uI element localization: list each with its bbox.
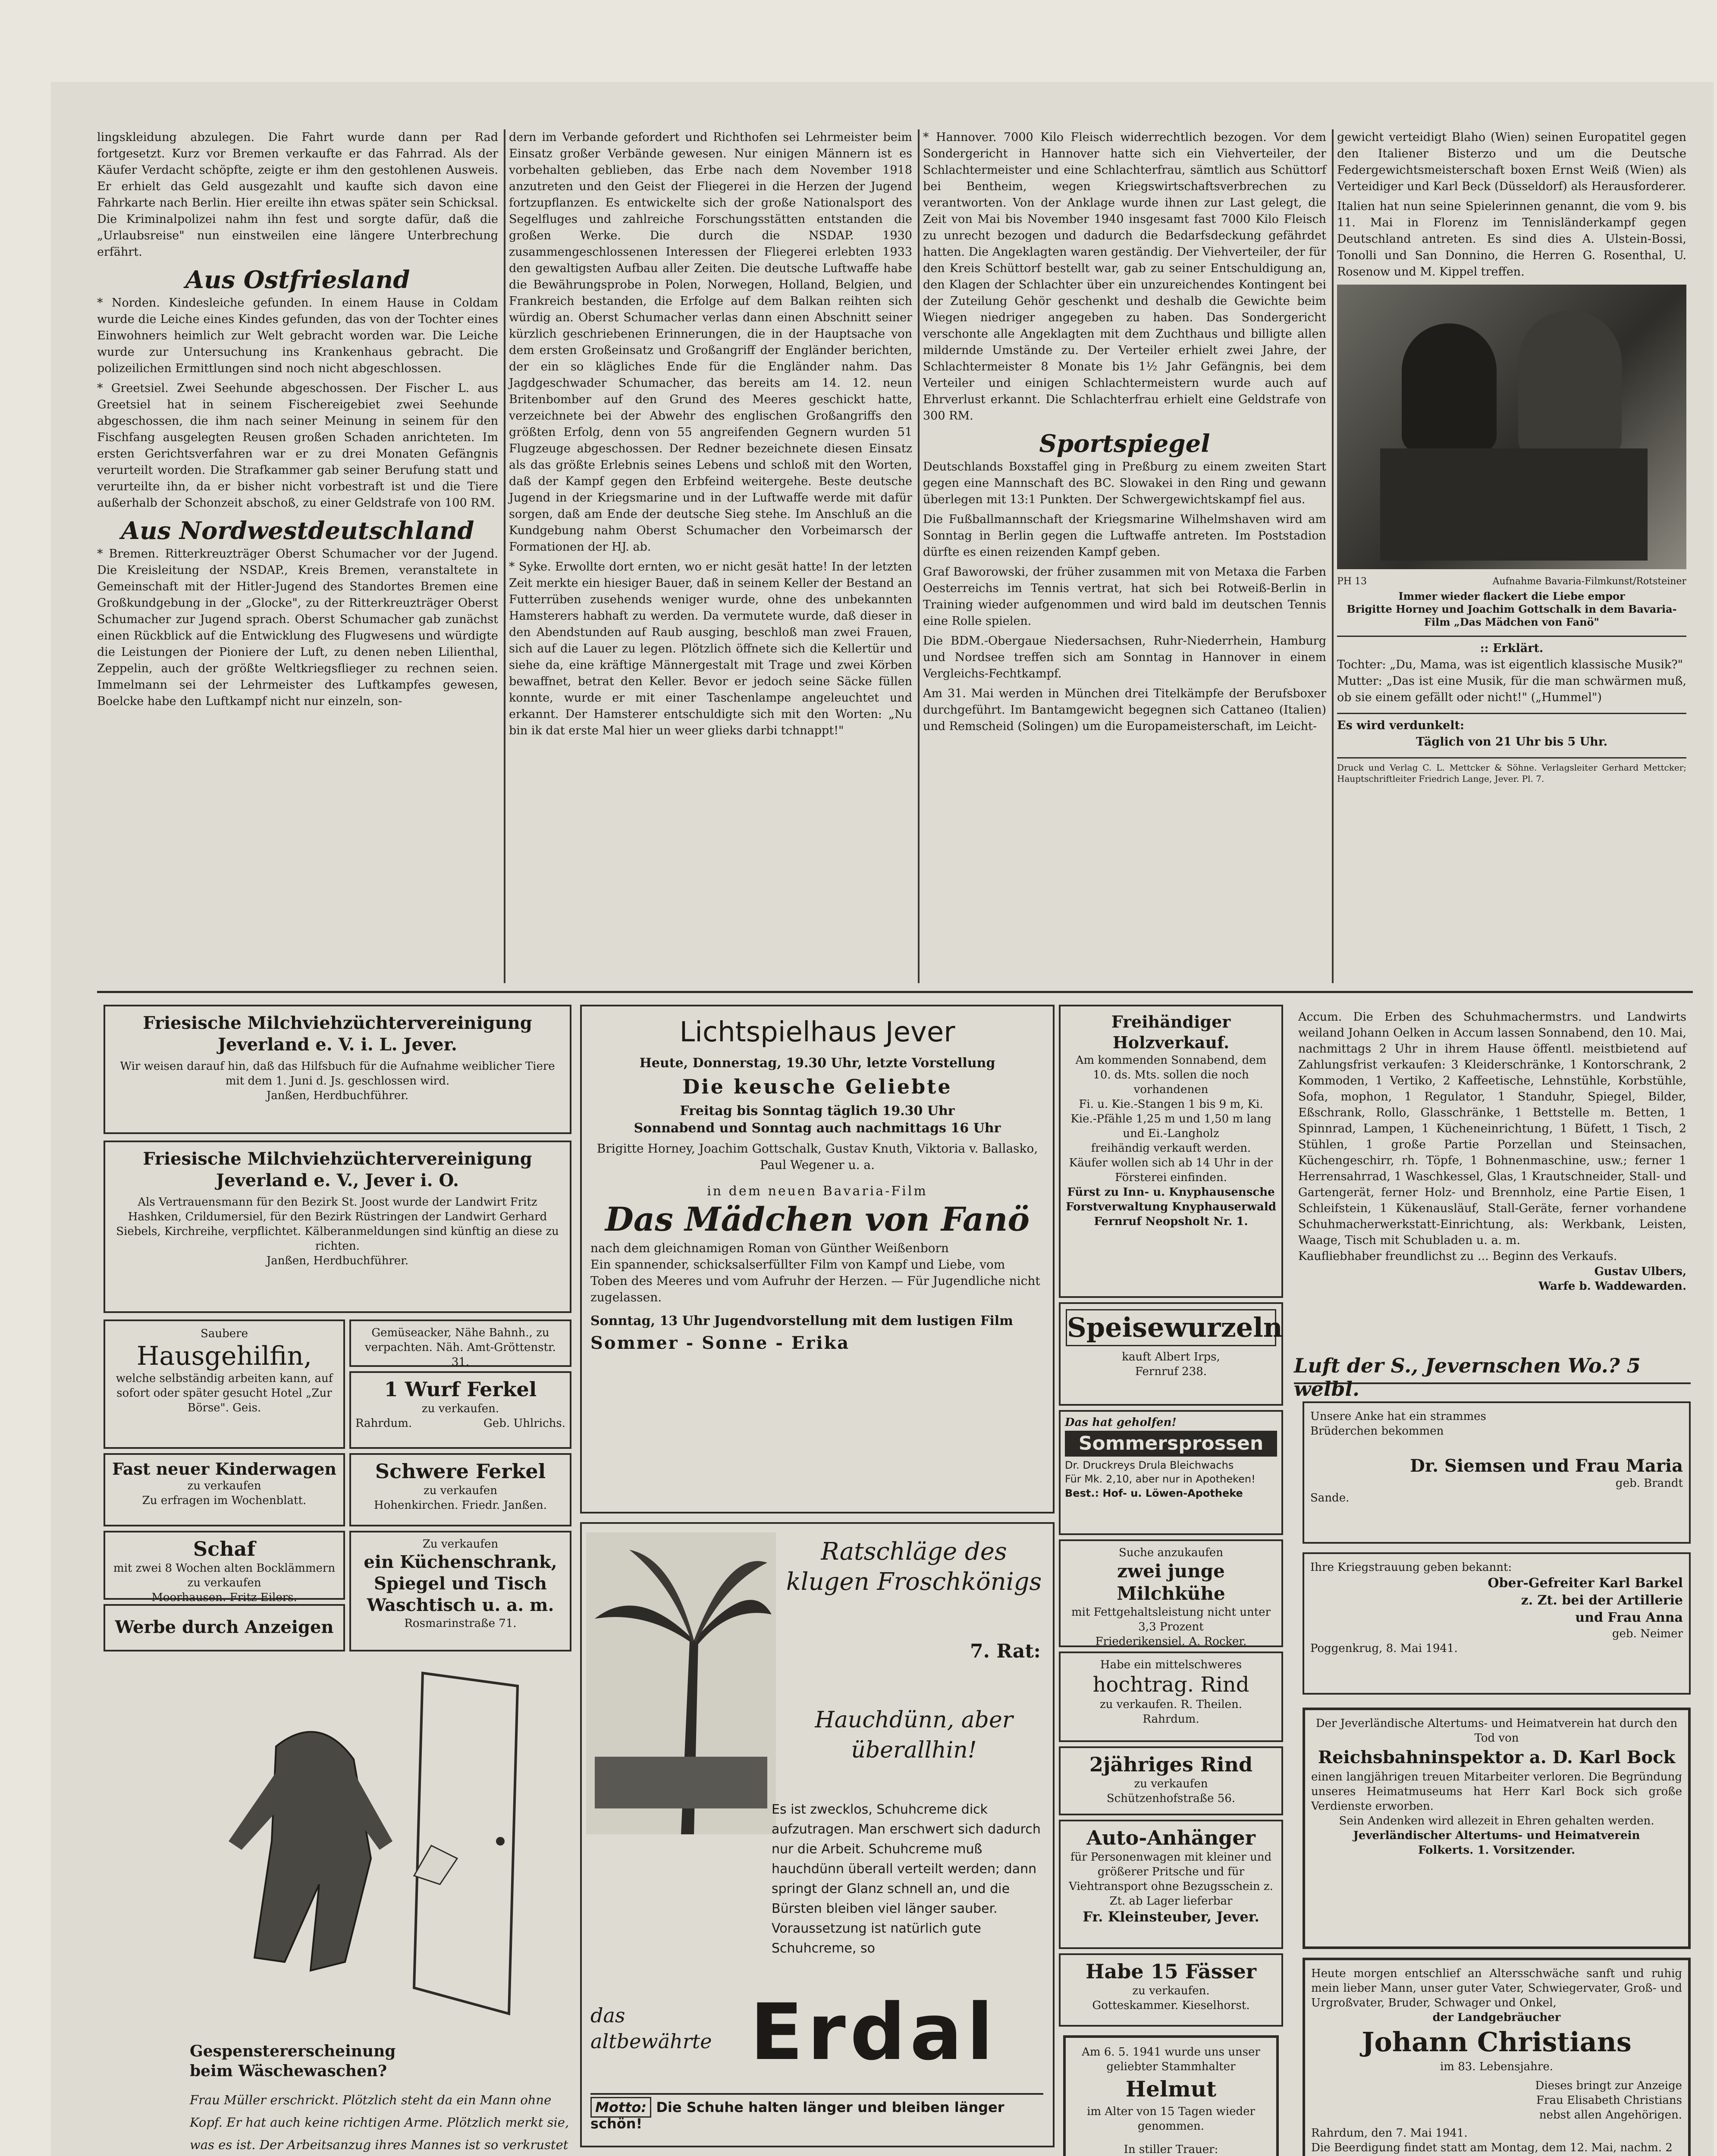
death-notice-text: Am 6. 5. 1941 wurde uns unser geliebter Stammhalter — [1082, 2046, 1260, 2073]
ad-text: Ihre Kriegstrauung geben bekannt: — [1310, 1561, 1512, 1574]
ad-sign: Janßen, Herdbuchführer. — [266, 1254, 409, 1267]
article-hannover: * Hannover. 7000 Kilo Fleisch widerrechtlich bezogen. Vor dem Sondergericht in Hannover hatte sich ein Viehverteiler, der Schlachtermeister und eine Schlachterfrau, sämtlich aus Schüttorf bei Bentheim, wegen Kriegswirtschaftsverbrechen zu verantworten. Von der Anklage wurde ihnen zur Last gelegt, die Zeit von Mai bis November 1940 insgesamt fast 7000 Kilo Fleisch zu unrecht bezogen und dadurch die Bedarfsdeckung gefährdet hatten. Die Angeklagten waren geständig. Der Viehverteiler, der für den Kreis Schüttorf bestellt war, gab zu seiner Entschuldigung an, den Klagen der Schlachter über ein unzureichendes Kontingent bei der Zuteilung Gehör geschenkt und deshalb die Gewichte beim Wiegen niedriger angegeben zu haben. Das Sondergericht verschonte alle Angeklagten mit dem Zuchthaus und billigte allen mildernde Umstände zu. Der Verteiler erhielt zwei Jahre, der Schlachtermeister 8 Monate bis 1½ Jahr Gefängnis, bei dem Verteiler und einigen Schlachtermeistern wurde auch auf Ehrverlust erkannt. Die Schlachterfrau erhielt eine Geldstrafe von 300 RM. — [923, 131, 1326, 423]
ad-text: Gemüseacker, Nähe Bahnh., zu verpachten. Näh. Amt-Gröttenstr. 31. — [365, 1326, 556, 1369]
ad-ferkel2 — [349, 1453, 571, 1526]
sport-item: Am 31. Mai werden in München drei Titelkämpfe der Berufsboxer durchgeführt. Im Bantamgewicht begegnen sich Cattaneo (Italien) und Remscheid (Solingen) um die Europameisterschaft, im Leicht- — [923, 687, 1326, 733]
column-4 — [1337, 129, 1686, 992]
death-notice-name: Johann Christians — [1362, 2026, 1632, 2058]
ad-title: Friesische Milchviehzüchtervereinigung Jeverland e. V. i. L. Jever. — [143, 1013, 532, 1055]
ad-faesser — [1059, 1953, 1283, 2027]
ad-title: Speisewurzeln — [1066, 1309, 1276, 1346]
ad-text: Wir weisen darauf hin, daß das Hilfsbuch für die Aufnahme weiblicher Tiere mit dem 1. Juni d. Js. geschlossen wird. — [120, 1060, 555, 1087]
ad-text: für Personenwagen mit kleiner und größerer Pritsche und für Viehtransport ohne Bezugsschein z. Zt. ab Lager lieferbar — [1069, 1851, 1273, 1908]
illustration-suit — [190, 1660, 574, 2031]
ad-text: zu verkaufen. — [421, 1402, 499, 1415]
ad-imi — [190, 1660, 574, 2156]
ad-title: Freihändiger Holzverkauf. — [1111, 1012, 1231, 1052]
cinema-line: nach dem gleichnamigen Roman von Günther Weißenborn Ein spannender, schicksalserfüllter Film von Kampf und Liebe, vom Toben des Meeres und vom Aufruhr der Herzen. — Für Jugendliche nicht zugelassen. — [590, 1241, 1040, 1304]
ad-top: Zu verkaufen — [422, 1538, 499, 1551]
ad-text: Dr. Druckreys Drula Bleichwachs Für Mk. 2,10, aber nur in Apotheken! — [1065, 1459, 1256, 1485]
ad-text: Am kommenden Sonnabend, dem 10. ds. Mts. sollen die noch vorhandenen Fi. u. Kie.-Stangen 1 bis 9 m, Ki. Kie.-Pfähle 1,25 m und 1,50 m lang und Ei.-Langholz freihändig verkauft werden. Käufer wollen sich ab 14 Uhr in der Försterei einfinden. — [1069, 1054, 1273, 1184]
death-notice-sign: Jeverländischer Altertums- und Heimatverein Folkerts. 1. Vorsitzender. — [1353, 1829, 1640, 1857]
ad-text: mit zwei 8 Wochen alten Bocklämmern zu verkaufen Moorhausen. Fritz Eilers. — [113, 1562, 336, 1604]
ad-text: zu verkaufen Zu erfragen im Wochenblatt. — [142, 1479, 307, 1507]
ad-birth — [1303, 1401, 1691, 1544]
ad-anhaenger — [1059, 1820, 1283, 1949]
page-divider — [97, 991, 1693, 993]
film-still-photo — [1337, 285, 1686, 569]
erdal-tagline: Ratschläge des klugen Froschkönigs — [786, 1538, 1042, 1596]
ad-top: Suche anzukaufen — [1119, 1546, 1223, 1559]
ad-top: Das hat geholfen! — [1065, 1416, 1177, 1429]
film-title: Das Mädchen von Fanö — [605, 1200, 1030, 1238]
ad-sign: Fürst zu Inn- u. Knyphausensche Forstverwaltung Knyphauserwald Fernruf Neopsholt Nr. 1. — [1066, 1186, 1276, 1228]
ad-title: Fast neuer Kinderwagen — [112, 1459, 337, 1479]
blackout-times: Täglich von 21 Uhr bis 5 Uhr. — [1416, 735, 1607, 749]
imprint: Druck und Verlag C. L. Mettcker & Söhne. Verlagsleiter Gerhard Mettcker; Hauptschriftleiter Friedrich Lange, Jever. Pl. 7. — [1337, 762, 1686, 784]
ad-auktion — [1294, 1005, 1691, 1345]
ad-title: hochtrag. Rind — [1092, 1673, 1249, 1697]
ad-hausgehilfin — [104, 1319, 345, 1449]
ad-schaf — [104, 1531, 345, 1604]
film-title: Sommer - Sonne - Erika — [590, 1333, 850, 1353]
death-notice-name: Reichsbahninspektor a. D. Karl Bock — [1318, 1747, 1676, 1767]
erdal-brand: Erdal — [750, 1987, 998, 2078]
death-notice-name: Helmut — [1125, 2076, 1217, 2102]
ad-text: zu verkaufen Schützenhofstraße 56. — [1106, 1777, 1236, 1805]
cinema-line: Freitag bis Sonntag täglich 19.30 Uhr Sonnabend und Sonntag auch nachmittags 16 Uhr — [634, 1103, 1001, 1136]
ad-title: Sommersprossen — [1065, 1431, 1277, 1457]
ad-helmut — [1063, 2035, 1279, 2156]
ad-place: Sande. — [1310, 1492, 1350, 1504]
ad-sign: Gustav Ulbers, Warfe b. Waddewarden. — [1538, 1265, 1686, 1293]
erdal-brand-small: das altbewährte — [590, 2004, 712, 2053]
death-notice-text: Die Beerdigung findet statt am Montag, dem 12. Mai, nachm. 2 — [1311, 2141, 1673, 2154]
ad-nee: geb. Brandt — [1615, 1477, 1683, 1490]
ad-title: Friesische Milchviehzüchtervereinigung Jeverland e. V., Jever i. O. — [143, 1149, 532, 1191]
death-notice-text: im Alter von 15 Tagen wieder genommen. — [1087, 2105, 1255, 2133]
joke-text: Tochter: „Du, Mama, was ist eigentlich klassische Musik?" Mutter: „Das ist eine Musik, für die man schwärmen muß, ob sie einem gefällt oder nicht!" („Hummel") — [1337, 658, 1686, 704]
ad-erdal — [580, 1522, 1055, 2147]
erdal-rat: 7. Rat: — [970, 1640, 1041, 1662]
ad-milch1 — [104, 1005, 571, 1134]
sport-item: Italien hat nun seine Spielerinnen genannt, die vom 9. bis 11. Mai in Florenz im Tennisländerkampf gegen Deutschland antreten. Es sind dies A. Ulstein-Bossi, Tonolli und San Donnino, die Herren G. Rosenthal, U. Rosenow und M. Kippel treffen. — [1337, 200, 1686, 279]
ad-bock — [1303, 1708, 1691, 1949]
motto-label: Motto: — [590, 2097, 651, 2118]
ad-title: Auto-Anhänger — [1086, 1826, 1256, 1849]
article-norden: * Norden. Kindesleiche gefunden. In einem Hause in Coldam wurde die Leiche eines Kindes gefunden, das von der Tochter eines Einwohners heimlich zur Welt gebracht worden war. Die Leiche wurde zur Untersuchung ins Krankenhaus gebracht. Die polizeilichen Ermittlungen sind noch nicht abgeschlossen. — [97, 296, 498, 375]
column-divider — [1332, 129, 1334, 983]
article-continuation: lingskleidung abzulegen. Die Fahrt wurde dann per Rad fortgesetzt. Kurz vor Bremen verkaufte er das Fahrrad. Als der Käufer Verdacht schöpfte, zeigte er ihm den gestohlenen Ausweis. Er erhielt das Geld ausgezahlt und kaufte sich davon eine Fahrkarte nach Berlin. Hier ereilte ihn etwas später sein Schicksal. Die Kriminalpolizei nahm ihn fest und sorgte dafür, daß die „Urlaubsreise" nun einstweilen eine längere Unterbrechung erfährt. — [97, 131, 498, 259]
ad-title: 2jähriges Rind — [1089, 1753, 1253, 1776]
cinema-cast: Brigitte Horney, Joachim Gottschalk, Gustav Knuth, Viktoria v. Ballasko, Paul Wegener u. a. — [596, 1141, 1038, 1172]
death-notice-text: Dieses bringt zur Anzeige Frau Elisabeth Christians nebst allen Angehörigen. — [1535, 2079, 1682, 2122]
sport-item: Deutschlands Boxstaffel ging in Preßburg zu einem zweiten Start gegen eine Mannschaft des BC. Slowakei in den Ring und gewann überlegen mit 13:1 Punkten. Der Schwergewichtskampf fiel aus. — [923, 460, 1326, 506]
section-heading-ostfriesland: Aus Ostfriesland — [185, 266, 410, 294]
death-notice-text: Der Jeverländische Altertums- und Heimatverein hat durch den Tod von — [1315, 1717, 1678, 1745]
handwritten-note: Luft der S., Jevernschen Wo.? 5 welbl. — [1294, 1354, 1691, 1384]
ad-sommersprossen — [1059, 1410, 1283, 1535]
ad-top: Habe ein mittelschweres — [1100, 1658, 1242, 1671]
ad-text: Accum. Die Erben des Schuhmachermstrs. und Landwirts weiland Johann Oelken in Accum lassen Sonnabend, den 10. Mai, nachmittags 2 Uhr in ihrem Hause öffentl. meistbietend auf Zahlungsfrist verkaufen: 3 Kleiderschränke, 1 Kontorschrank, 2 Kommoden, 1 Vertiko, 2 Kaffeetische, Lehnstühle, Korbstühle, Sofa, mophon, 1 Regulator, 1 Standuhr, Spiegel, Bilder, Eßschrank, Rollo, Glasschränke, 1 Bettstelle m. Betten, 1 Spinnrad, Lampen, 1 Kücheneinrichtung, 1 Büfett, 1 Tisch, 2 Stühlen, 1 große Partie Porzellan und Steinsachen, Küchengeschirr, rh. Töpfe, 1 Bohnenmaschine, usw.; ferner 1 Herrensahrrad, 1 Waschkessel, Glas, 1 Krautschneider, Stall- und Gartengerät, ferner Holz- und Brennholz, eine Partie Eisen, 1 Schleifstein, 1 Kükenausläuf, Stall-Geräte, ferner vorhandene Schuhmacherwerkstatt-Einrichtung, als: Werkbank, Leisten, Waage, Tisch mit Schubladen u. a. m. Kaufliebhaber freundlichst zu ... Beginn des Verkaufs. — [1298, 1010, 1686, 1263]
ad-ferkel1 — [349, 1371, 571, 1449]
sport-item: Graf Baworowski, der früher zusammen mit von Metaxa die Farben Oesterreichs im Tennis vertrat, hat sich bei Rotweiß-Berlin in Training wieder aufgenommen und wird bald im deutschen Tennis eine Rolle spielen. — [923, 565, 1326, 628]
sport-item: Die BDM.-Obergaue Niedersachsen, Ruhr-Niederrhein, Hamburg und Nordsee treffen sich am Sonntag in Hannover in einem Vergleichs-Fechtkampf. — [923, 634, 1326, 680]
cinema-line: Heute, Donnerstag, 19.30 Uhr, letzte Vorstellung — [639, 1056, 995, 1071]
ad-milchkuehe — [1059, 1539, 1283, 1647]
erdal-body: Es ist zwecklos, Schuhcreme dick aufzutragen. Man erschwert sich dadurch nur die Arbeit. Schuhcreme muß hauchdünn überall verteilt werden; dann springt der Glanz schnell an, und die Bürsten bleiben viel länger sauber. Voraussetzung ist natürlich gute Schuhcreme, so — [772, 1802, 1041, 1956]
ad-text: Als Vertrauensmann für den Bezirk St. Joost wurde der Landwirt Fritz Hashken, Crildumersiel, für den Bezirk Rüstringen der Landwirt Gerhard Siebels, Kirchreihe, verpflichtet. Kälberanmeldungen sind künftig an diese zu richten. — [116, 1196, 559, 1253]
death-notice-place: Rahrdum, den 7. Mai 1941. — [1311, 2127, 1468, 2140]
section-heading-sport: Sportspiegel — [1039, 429, 1210, 458]
photo-credit: Aufnahme Bavaria-Filmkunst/Rotsteiner — [1492, 576, 1686, 587]
sport-item: Die Fußballmannschaft der Kriegsmarine Wilhelmshaven wird am Sonntag in Berlin gegen die Luftwaffe antreten. Im Poststadion dürfte es einen reizenden Kampf geben. — [923, 513, 1326, 559]
ad-place: Rahrdum. — [355, 1417, 412, 1430]
ad-names: Dr. Siemsen und Frau Maria — [1410, 1456, 1683, 1476]
ad-title: Schwere Ferkel — [375, 1460, 546, 1483]
ad-text: Werbe durch Anzeigen — [115, 1617, 334, 1637]
ad-text: kauft Albert Irps, Fernruf 238. — [1122, 1351, 1220, 1378]
cinema-line: in dem neuen Bavaria-Film — [707, 1184, 928, 1199]
sport-item-continued: gewicht verteidigt Blaho (Wien) seinen Europatitel gegen den Italiener Bisterzo und um die Deutsche Federgewichtsmeisterschaft boxen Ernst Weiß (Wien) als Verteidiger und Karl Beck (Düsseldorf) als Herausforderer. — [1337, 131, 1686, 193]
ad-kino — [580, 1005, 1055, 1514]
ad-text: Rosmarinstraße 71. — [404, 1617, 517, 1630]
death-notice-text: Sein Andenken wird allezeit in Ehren gehalten werden. — [1339, 1814, 1654, 1827]
cinema-line: Sonntag, 13 Uhr Jugendvorstellung mit dem lustigen Film — [590, 1313, 1013, 1329]
motto-text: Die Schuhe halten länger und bleiben länger schön! — [590, 2099, 1004, 2132]
ad-text: zu verkaufen. R. Theilen. Rahrdum. — [1099, 1698, 1243, 1726]
ad-holzverkauf — [1059, 1005, 1283, 1298]
ad-title: Schaf — [193, 1537, 256, 1561]
column-divider — [504, 129, 505, 983]
column-2 — [509, 129, 912, 992]
ad-rind2 — [1059, 1746, 1283, 1815]
ad-rind — [1059, 1651, 1283, 1742]
ad-names: Ober-Gefreiter Karl Barkel z. Zt. bei der Artillerie und Frau Anna — [1488, 1576, 1683, 1625]
ad-place: Poggenkrug, 8. Mai 1941. — [1310, 1642, 1458, 1655]
ad-text: mit Fettgehaltsleistung nicht unter 3,3 Prozent — [1071, 1606, 1271, 1633]
ad-title: Gespenstererscheinung beim Wäschewaschen? — [190, 2042, 396, 2080]
erdal-headline: Hauchdünn, aber überallhin! — [815, 1707, 1013, 1763]
joke-title: :: Erklärt. — [1480, 642, 1544, 655]
death-notice-text: In stiller Trauer: — [1124, 2143, 1218, 2156]
death-notice-text: im 83. Lebensjahre. — [1440, 2060, 1553, 2073]
ad-text: zu verkaufen. Gotteskammer. Kieselhorst. — [1092, 1984, 1250, 2012]
photo-credit: PH 13 — [1337, 576, 1367, 587]
ad-wedding — [1303, 1552, 1691, 1695]
ad-title: Hausgehilfin, — [136, 1341, 312, 1371]
column-3 — [923, 129, 1326, 992]
ad-sign: Janßen, Herdbuchführer. — [266, 1089, 409, 1102]
ad-title: ein Küchenschrank, Spiegel und Tisch Waschtisch u. a. m. — [364, 1552, 557, 1615]
ad-milch2 — [104, 1141, 571, 1313]
blackout-title: Es wird verdunkelt: — [1337, 719, 1464, 732]
ad-title: 1 Wurf Ferkel — [384, 1378, 537, 1401]
ad-text: zu verkaufen Hohenkirchen. Friedr. Janßen. — [374, 1484, 547, 1512]
ad-christians — [1303, 1958, 1691, 2156]
cinema-title: Lichtspielhaus Jever — [679, 1016, 955, 1048]
ad-sign: Best.: Hof- u. Löwen-Apotheke — [1065, 1487, 1243, 1499]
ad-top: Saubere — [201, 1327, 248, 1340]
article-bremen: * Bremen. Ritterkreuzträger Oberst Schumacher vor der Jugend. Die Kreisleitung der NSDAP., Kreis Bremen, veranstaltete in Gemeinschaft mit der Hitler-Jugend des Standortes Bremen eine Großkundgebung in der „Glocke", zu der Ritterkreuzträger Oberst Schumacher zur Jugend sprach. Oberst Schumacher gab zunächst einen Rückblick auf die Entwicklung des Flugwesens und würdigte die Leistungen der Pioniere der Luft, zu denen neben Lilienthal, Zeppelin, auch der größte Weltkriegsflieger zu rechnen seien. Immelmann sei der Lehrmeister des Luftkampfes gewesen, Boelcke habe den Luftkampf nicht nur einzeln, son- — [97, 547, 498, 708]
ad-kinderwagen — [104, 1453, 345, 1526]
column-divider — [918, 129, 920, 983]
palm-illustration — [586, 1532, 776, 1834]
article-syke: * Syke. Erwollte dort ernten, wo er nicht gesät hatte! In der letzten Zeit merkte ein hiesiger Bauer, daß in seinem Keller der Bestand an Futterrüben zusehends weniger wurde, ohne des unbekannten Hamsterers habhaft zu werden. Da vermutete wurde, daß dieser in den Abendstunden auf Raub ausging, beschloß man zwei Frauen, sich auf die Lauer zu legen. Plötzlich öffnete sich die Kellertür und siehe da, eine kräftige Männergestalt mit Trage und zwei Körben bewaffnet, betrat den Keller. Bevor er jedoch seine Säcke füllen konnte, wurde er mit einer Taschenlampe angeleuchtet und erkannt. Der Hamsterer entschuldigte sich mit den Worten: „Nu bin ik dat erste Mal hier un weer glieks darbi tchnappt!" — [509, 560, 912, 737]
death-notice-text: einen langjährigen treuen Mitarbeiter verloren. Die Begründung unseres Heimatmuseums hat Herr Karl Bock sich große Verdienste erworben. — [1311, 1771, 1682, 1813]
ad-kuechenschrank — [349, 1531, 571, 1651]
ad-text: Unsere Anke hat ein strammes Brüderchen bekommen — [1310, 1410, 1486, 1438]
ad-title: Habe 15 Fässer — [1086, 1960, 1256, 1983]
article-greetsiel: * Greetsiel. Zwei Seehunde abgeschossen. Der Fischer L. aus Greetsiel hat in seinem Fischereigebiet zwei Seehunde abgeschossen, die ihm nach seiner Meinung in seinem für den Fischfang ausgelegten Reusen großen Schaden anrichteten. Im ersten Gerichtsverfahren war er zu drei Monaten Gefängnis verurteilt worden. Die Strafkammer gab seiner Berufung statt und verurteilte ihn, da er bisher nicht vorbestraft ist und die Tiere außerhalb der Schonzeit abschoß, zu einer Geldstrafe von 100 RM. — [97, 382, 498, 510]
ad-sign: Friederikensiel. A. Rocker. — [1095, 1635, 1247, 1648]
ad-gemueseacker — [349, 1319, 571, 1367]
ad-sign: Fr. Kleinsteuber, Jever. — [1083, 1908, 1259, 1925]
column-1 — [97, 129, 498, 992]
ad-text: Frau Müller erschrickt. Plötzlich steht da ein Mann ohne Kopf. Er hat auch keine richtigen Arme. Plötzlich merkt sie, was es ist. Der Arbeitsanzug ihres Mannes ist so verkrustet — [190, 2093, 569, 2152]
ad-speisewurzeln — [1059, 1302, 1283, 1406]
film-title: Die keusche Geliebte — [682, 1075, 952, 1098]
article-bremen-continued: dern im Verbande gefordert und Richthofen sei Lehrmeister beim Einsatz großer Verbände gewesen. Nur einigen Männern ist es vorbehalten geblieben, das Erbe nach dem November 1918 anzutreten und den Geist der Fliegerei in die Herzen der Jugend fortzupflanzen. Es entwickelte sich der große Nationalsport des Segelfluges und zahlreiche Forschungsstätten entstanden die großen Werke. Die durch die NSDAP. 1930 zusammengeschlossenen Interessen der Fliegerei erlebten 1933 den gewaltigsten Aufbau aller Zeiten. Die deutsche Luftwaffe habe die Bewährungsprobe in Polen, Norwegen, Holland, Belgien, und Frankreich bestanden, die Erfolge auf dem Balkan reihten sich würdig an. Oberst Schumacher verlas dann einen Abschnitt seiner kürzlich geschriebenen Erinnerungen, die in der Hauptsache von dem ersten Großeinsatz und Großangriff der Engländer berichten, der ein so klägliches Ende für die Engländer nahm. Das Jagdgeschwader Schumacher, das bereits am 14. 12. neun Britenbomber auf den Grund des Meeres geschickt hatte, verzeichnete bei der Abwehr des englischen Großangriffs den größten Erfolg, denn von 55 angreifenden Gegnern wurden 51 Flugzeuge abgeschossen. Der Redner bezeichnete diesen Einsatz als das größte Erlebnis seines Lebens und schloß mit den Worten, daß der Kampf gegen den Erbfeind weitergehe. Beste deutsche Jugend in der Kriegsmarine und in der Luftwaffe werde mit dafür sorgen, daß am Ende der deutsche Sieg stehe. Im Anschluß an die Kundgebung nahm Oberst Schumacher den Vorbeimarsch der Formationen der HJ. ab. — [509, 131, 912, 554]
erdal-motto — [590, 2093, 1043, 2132]
photo-caption: Immer wieder flackert die Liebe empor Brigitte Horney und Joachim Gottschalk in dem Bavaria-Film „Das Mädchen von Fanö" — [1347, 590, 1677, 628]
ad-text: welche selbständig arbeiten kann, auf sofort oder später gesucht Hotel „Zur Börse". Geis. — [116, 1372, 333, 1414]
ad-title: zwei junge Milchkühe — [1117, 1561, 1225, 1604]
ad-nee: geb. Neimer — [1612, 1627, 1683, 1640]
death-notice-text: Heute morgen entschlief an Altersschwäche sanft und ruhig mein lieber Mann, unser guter Vater, Schwiegervater, Groß- und Urgroßvater, Bruder, Schwager und Onkel, — [1311, 1967, 1682, 2009]
ad-sign: Geb. Uhlrichs. — [483, 1417, 565, 1430]
ad-werbe — [104, 1604, 345, 1651]
section-heading-nordwestdeutschland: Aus Nordwestdeutschland — [121, 517, 474, 545]
death-notice-role: der Landgebräucher — [1432, 2011, 1561, 2024]
